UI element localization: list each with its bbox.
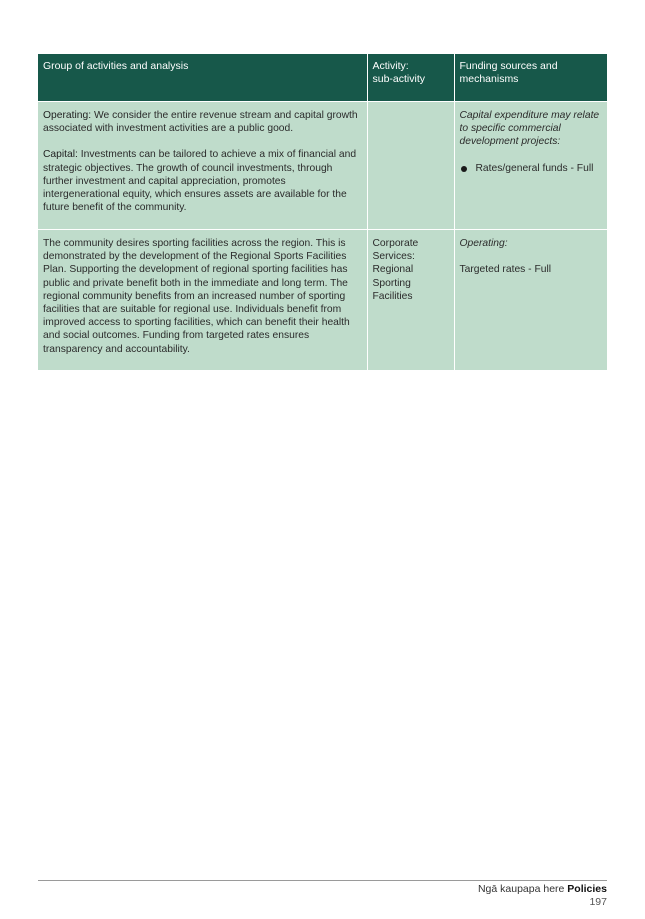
page-number: 197: [589, 896, 607, 908]
list-item: Rates/general funds - Full: [460, 162, 603, 175]
funding-list: [460, 162, 603, 175]
funding-cell: [454, 102, 607, 230]
header-activity: Activity: sub-activity: [367, 54, 454, 102]
footer-title-bold: Policies: [567, 883, 607, 895]
table-header-row: [38, 54, 607, 102]
header-group-analysis: Group of activities and analysis: [38, 54, 367, 102]
capital-paragraph: [43, 148, 362, 214]
footer-title: [478, 883, 607, 895]
footer-divider: [38, 880, 607, 881]
operating-text: We consider the entire revenue stream and capital growth associated with investment activities are a public good.: [43, 110, 358, 135]
funding-label: Operating:: [459, 238, 508, 249]
operating-lead: Operating:: [43, 110, 92, 121]
table-row: [38, 230, 607, 371]
funding-text: Targeted rates - Full: [459, 264, 552, 276]
activity-cell: Corporate Services: Regional Sporting Facilities: [367, 230, 454, 371]
capital-lead: Capital:: [43, 149, 78, 161]
table-row: [38, 102, 607, 230]
analysis-cell: [38, 102, 367, 230]
footer-title-prefix: Ngā kaupapa here: [477, 883, 568, 895]
activity-cell: [367, 102, 454, 230]
funding-cell: [454, 230, 607, 371]
funding-note: Capital expenditure may relate to specific commercial development projects:: [459, 110, 600, 148]
capital-text: Investments can be tailored to achieve a mix of financial and strategic objectives. The growth of council investments, through further investment and capital appreciation, promotes intergenerational equity, which ensures assets are available for the future benefit of the community.: [43, 149, 357, 214]
analysis-cell: The community desires sporting facilities across the region. This is demonstrated by the development of the Regional Sports Facilities Plan. Supporting the development of regional sporting facilities has public and private benefit both in the immediate and long term. The regional community benefits from an increased number of sporting facilities that are suitable for regional use. Individuals benefit from improved access to sporting facilities, which can benefit their health and social outcomes. Funding from targeted rates ensures transparency and accountability.: [38, 230, 367, 371]
funding-table: [38, 54, 607, 370]
operating-paragraph: [43, 109, 362, 135]
header-funding: Funding sources and mechanisms: [454, 54, 607, 102]
